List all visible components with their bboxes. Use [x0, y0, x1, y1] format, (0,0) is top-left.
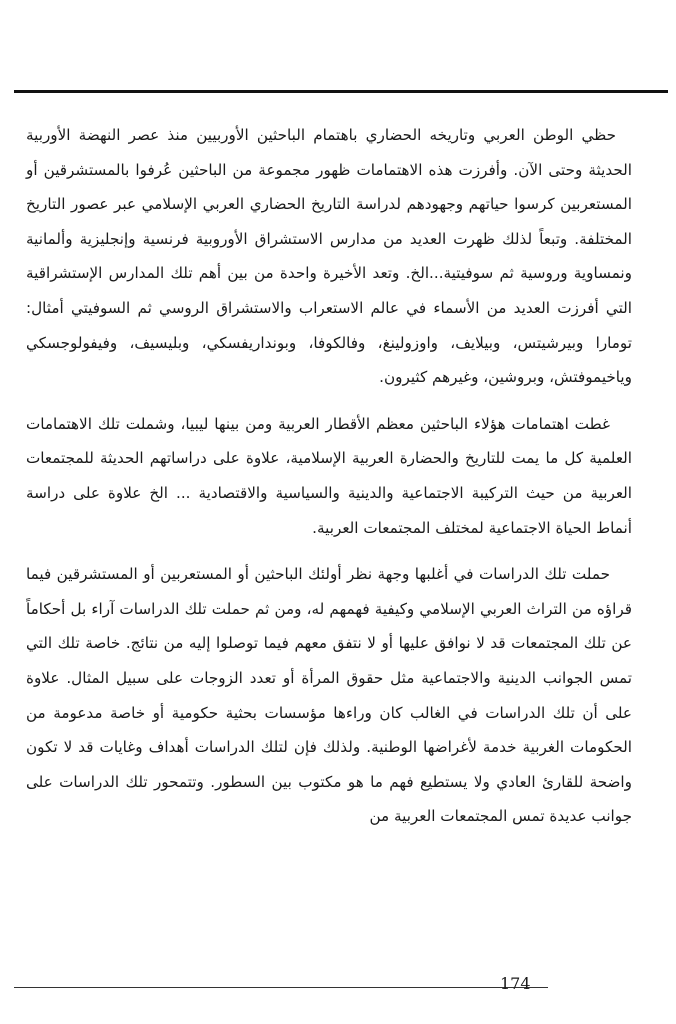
page-number: 174 — [500, 974, 531, 993]
footer-rule — [14, 987, 548, 988]
paragraph-3: حملت تلك الدراسات في أغلبها وجهة نظر أولئك الباحثين أو المستعربين أو المستشرقين فيما قراؤه من التراث العربي الإسلامي وكيفية فهمهم له، ومن ثم حملت تلك الدراسات آراء بل أحكاماً عن تلك المجتمعات قد لا نوافق عليها أو لا نتفق معهم فيما توصلوا إليه من نتائج. خاصة تلك التي تمس الجوانب الدينية والاجتماعية مثل حقوق المرأة أو تعدد الزوجات على سبيل المثال. علاوة على أن تلك الدراسات في الغالب كان وراءها مؤسسات بحثية حكومية أو خاصة مدعومة من الحكومات الغربية خدمة لأغراضها الوطنية. ولذلك فإن لتلك الدراسات أهداف وغايات قد لا تكون واضحة للقارئ العادي ولا يستطيع فهم ما هو مكتوب بين السطور. وتتمحور تلك الدراسات على جوانب عديدة تمس المجتمعات العربية من — [26, 565, 632, 826]
page-body — [26, 118, 632, 834]
paragraph-1: حظي الوطن العربي وتاريخه الحضاري باهتمام الباحثين الأوربيين منذ عصر النهضة الأوربية الحديثة وحتى الآن. وأفرزت هذه الاهتمامات ظهور مجموعة من الباحثين عُرفوا بالمستشرقين أو المستعربين كرسوا حياتهم وجهودهم لدراسة التاريخ الحضاري العربي الإسلامي عبر عصور التاريخ المختلفة. وتبعاً لذلك ظهرت العديد من مدارس الاستشراق الأوروبية فرنسية وإنجليزية وألمانية ونمساوية وروسية ثم سوفيتية...الخ. وتعد الأخيرة واحدة من بين أهم تلك المدارس الإستشراقية التي أفرزت العديد من الأسماء في عالم الاستعراب والاستشراق الروسي ثم السوفيتي أمثال: تومارا وبيرشيتس، وبيلايف، واوزولينغ، وفالكوفا، وبونداريفسكي، وبليسيف، وفيفولوجسكي وياخيموفتش، وبروشين، وغيرهم كثيرون. — [26, 126, 632, 387]
header-rule — [14, 90, 668, 93]
paragraph-2: غطت اهتمامات هؤلاء الباحثين معظم الأقطار العربية ومن بينها ليبيا، وشملت تلك الاهتمامات العلمية كل ما يمت للتاريخ والحضارة العربية الإسلامية، علاوة على دراساتهم الحديثة للمجتمعات العربية من حيث التركيبة الاجتماعية والدينية والسياسية والاقتصادية ... الخ علاوة على دراسة أنماط الحياة الاجتماعية لمختلف المجتمعات العربية. — [26, 414, 632, 537]
